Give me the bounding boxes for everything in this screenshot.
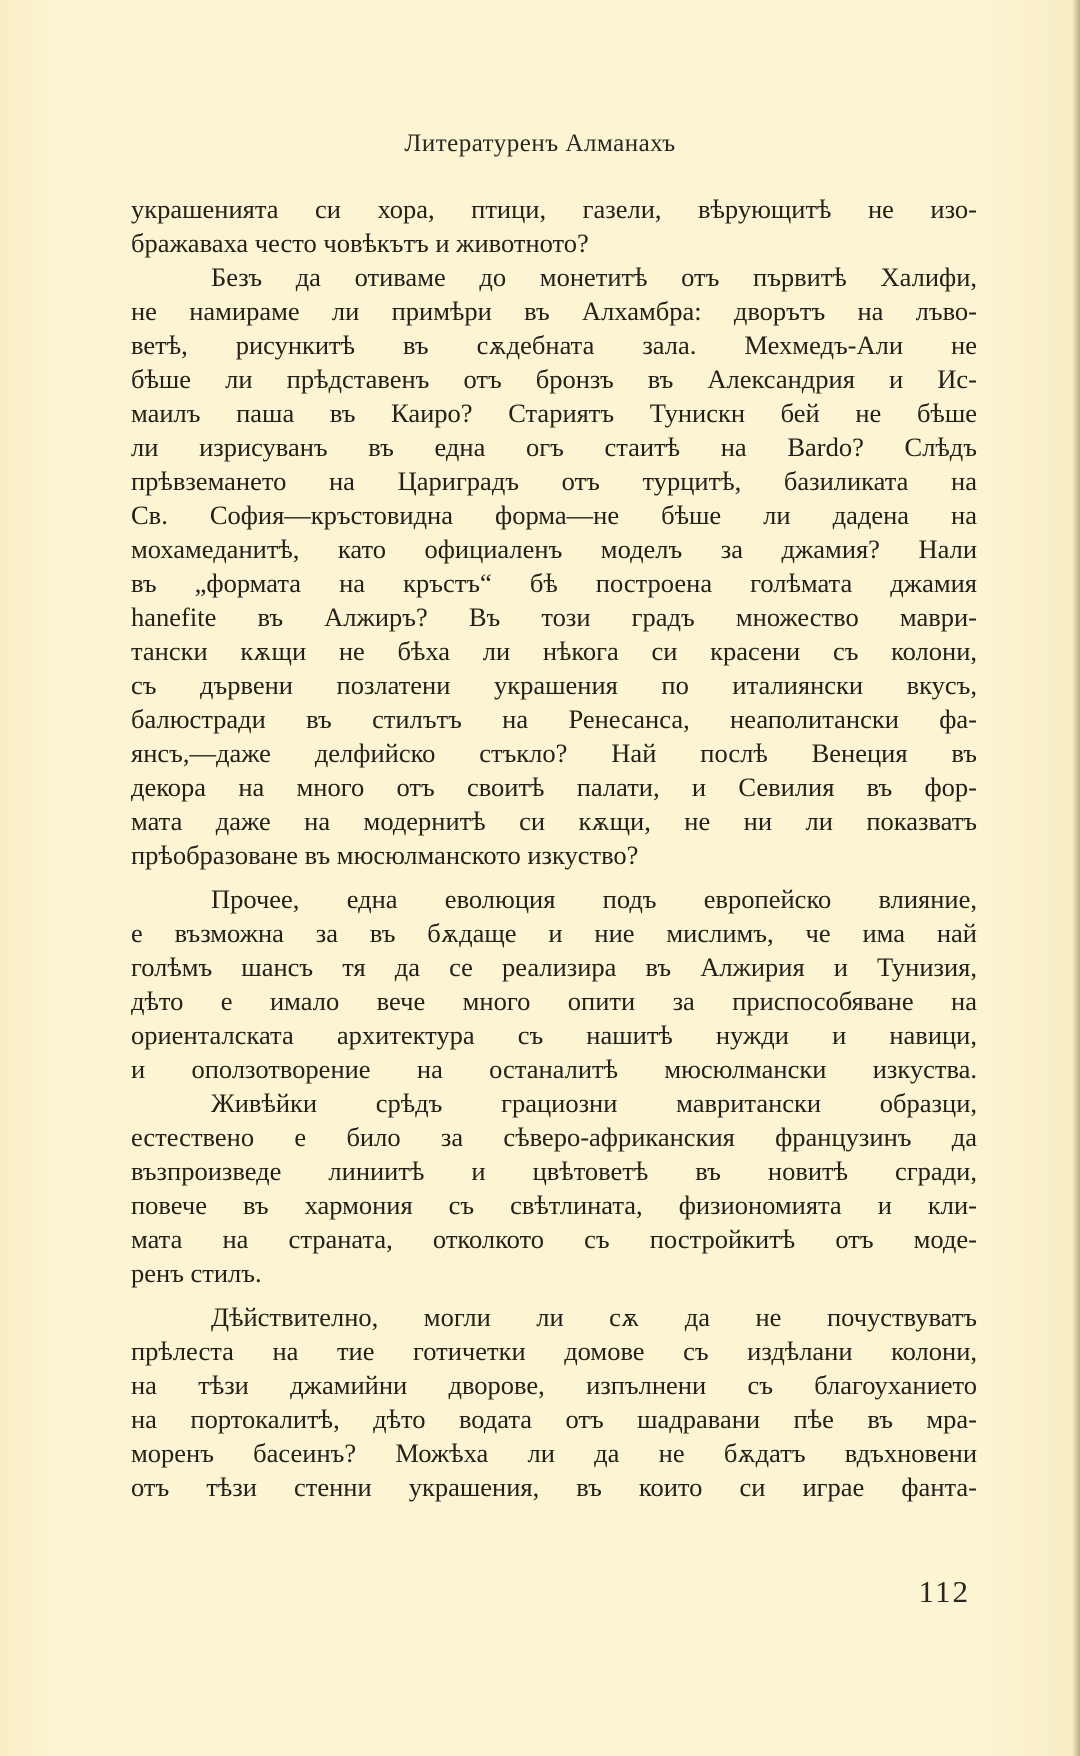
page-edge-shadow (1072, 0, 1080, 1756)
text-line: ренъ стилъ. (131, 1258, 262, 1288)
text-line: естествено е било за сѣверо-африканския французинъ да (131, 1122, 977, 1152)
text-line: прѣвземането на Цариградъ отъ турцитѣ, базиликата на (131, 466, 977, 496)
paragraph-3 (131, 882, 977, 1086)
paragraph-1 (131, 192, 977, 260)
paragraph-2 (131, 260, 977, 872)
text-line: на портокалитѣ, дѣто водата отъ шадравани пѣе въ мра- (131, 1404, 977, 1434)
text-line: прѣлеста на тие готичетки домове съ издѣлани колони, (131, 1336, 977, 1366)
text-line: моренъ басеинъ? Можѣха ли да не бѫдатъ вдъхновени (131, 1438, 977, 1468)
body-text (131, 192, 977, 1504)
text-line: дѣто е имало вече много опити за приспособяване на (131, 986, 977, 1016)
text-line: hanefite въ Алжиръ? Въ този градъ множество маври- (131, 602, 977, 632)
text-line: декора на много отъ своитѣ палати, и Севилия въ фор- (131, 772, 977, 802)
text-line: балюстради въ стилътъ на Ренесанса, неаполитански фа- (131, 704, 977, 734)
text-line: янсъ,—даже делфийско стъкло? Най послѣ Венеция въ (131, 738, 977, 768)
text-line: маилъ паша въ Каиро? Стариятъ Тунискн бей не бѣше (131, 398, 977, 428)
text-line: Живѣйки срѣдъ грациозни мавритански образци, (211, 1088, 977, 1118)
text-line: Дѣйствително, могли ли сѫ да не почуствуватъ (211, 1302, 977, 1332)
text-line: съ дървени позлатени украшения по италиянски вкусъ, (131, 670, 977, 700)
text-line: възпроизведе линиитѣ и цвѣтоветѣ въ новитѣ сгради, (131, 1156, 977, 1186)
text-line: прѣобразоване въ мюсюлманското изкуство? (131, 840, 639, 870)
text-line: въ „формата на кръстъ“ бѣ построена голѣмата джамия (131, 568, 977, 598)
text-line: голѣмъ шансъ тя да се реализира въ Алжирия и Тунизия, (131, 952, 977, 982)
text-line: на тѣзи джамийни дворове, изпълнени съ благоуханието (131, 1370, 977, 1400)
text-line: и оползотворение на останалитѣ мюсюлмански изкуства. (131, 1054, 977, 1084)
text-line: ветѣ, рисункитѣ въ сѫдебната зала. Мехмедъ-Али не (131, 330, 977, 360)
text-line: мата даже на модернитѣ си кѫщи, не ни ли показватъ (131, 806, 977, 836)
running-head: Литературенъ Алманахъ (404, 130, 676, 157)
text-line: тански кѫщи не бѣха ли нѣкога си красени съ колони, (131, 636, 977, 666)
text-line: бѣше ли прѣдставенъ отъ бронзъ въ Александрия и Ис- (131, 364, 977, 394)
text-line: отъ тѣзи стенни украшения, въ които си играе фанта- (131, 1472, 977, 1502)
text-line: мохамеданитѣ, като официаленъ моделъ за джамия? Нали (131, 534, 977, 564)
page-number: 112 (918, 1574, 970, 1609)
text-line: Св. София—кръстовидна форма—не бѣше ли дадена на (131, 500, 977, 530)
text-line: Безъ да отиваме до монетитѣ отъ първитѣ Халифи, (211, 262, 977, 292)
text-line: Прочее, една еволюция подъ европейско влияние, (211, 884, 977, 914)
text-line: бражаваха често човѣкътъ и животното? (131, 228, 589, 258)
text-line: ориенталската архитектура съ нашитѣ нужди и навици, (131, 1020, 977, 1050)
text-line: не намираме ли примѣри въ Алхамбра: дворътъ на лъво- (131, 296, 977, 326)
text-line: повече въ хармония съ свѣтлината, физиономията и кли- (131, 1190, 977, 1220)
text-line: украшенията си хора, птици, газели, вѣрующитѣ не изо- (131, 194, 977, 224)
text-line: мата на страната, отколкото съ постройкитѣ отъ моде- (131, 1224, 977, 1254)
paragraph-4 (131, 1086, 977, 1290)
text-line: ли изрисуванъ въ една огъ стаитѣ на Bardo? Слѣдъ (131, 432, 977, 462)
paragraph-5 (131, 1300, 977, 1504)
text-line: е възможна за въ бѫдаще и ние мислимъ, че има най (131, 918, 977, 948)
